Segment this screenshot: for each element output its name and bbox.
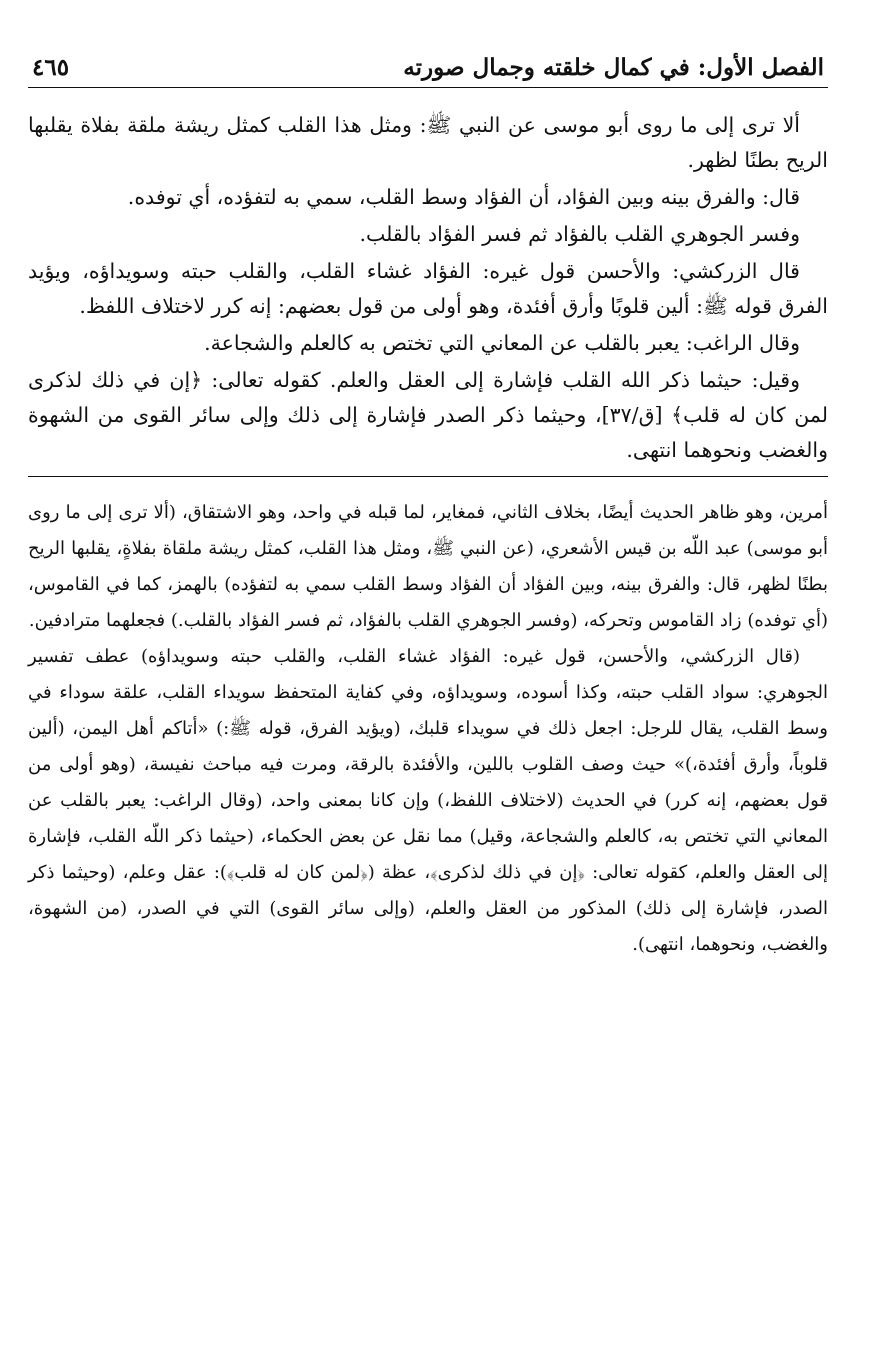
running-header [28, 44, 828, 88]
main-paragraph-6: وقيل: حيثما ذكر الله القلب فإشارة إلى العقل والعلم. كقوله تعالى: ﴿إن في ذلك لذكرى لمن كان له قلب﴾ [ق/٣٧]، وحيثما ذكر الصدر فإشارة إلى ذلك وإلى سائر القوى من الشهوة والغضب ونحوهما انتهى. [28, 368, 828, 462]
main-paragraph-5: وقال الراغب: يعبر بالقلب عن المعاني التي تختص به كالعلم والشجاعة. [204, 331, 800, 355]
page-number: ٤٦٥ [32, 54, 70, 81]
chapter-title: الفصل الأول: في كمال خلقته وجمال صورته [403, 54, 824, 81]
commentary-paragraph-2: (قال الزركشي، والأحسن، قول غيره: الفؤاد غشاء القلب، والقلب حبته وسويداؤه) عطف تفسير الجوهري: سواد القلب حبته، وكذا أسوده، وسويداؤه، وفي كفاية المتحفظ سويداء القلب، علقة سوداء في وسط القلب، يقال للرجل: اجعل ذلك في سويداء قلبك، (ويؤيد الفرق، قوله ﷺ:) «أتاكم أهل اليمن، (ألين قلوباً، وأرق أفئدة،)» حيث وصف القلوب باللين، والأفئدة بالرقة، ومرت فيه مباحث نفيسة، (وهو أولى من قول بعضهم، إنه كرر) في الحديث (لاختلاف اللفظ،) وإن كانا بمعنى واحد، (وقال الراغب: يعبر بالقلب عن المعاني التي تختص به، كالعلم والشجاعة، وقيل) مما نقل عن بعض الحكماء، (حيثما ذكر اللّه القلب، فإشارة إلى العقل والعلم، كقوله تعالى: ﴿إن في ذلك لذكرى﴾، عظة (﴿لمن كان له قلب﴾): عقل وعلم، (وحيثما ذكر الصدر، فإشارة إلى ذلك) المذكور من العقل والعلم، (وإلى سائر القوى) التي في الصدر، (من الشهوة، والغضب، ونحوهما، انتهى). [28, 646, 829, 955]
main-paragraph-2: قال: والفرق بينه وبين الفؤاد، أن الفؤاد وسط القلب، سمي به لتفؤده، أي توفده. [127, 185, 800, 209]
commentary-paragraph-1: أمرين، وهو ظاهر الحديث أيضًا، بخلاف الثاني، فمغاير، لما قبله في واحد، وهو الاشتقاق، (ألا ترى إلى ما روى أبو موسى) عبد اللّه بن قيس الأشعري، (عن النبي ﷺ، ومثل هذا القلب، كمثل ريشة ملقاة بفلاةٍ، يقلبها الريح بطنًا لظهر، قال: والفرق بينه، وبين الفؤاد أن الفؤاد وسط القلب سمي به لتفؤده) بالهمز، كما في القاموس، (أي توفده) زاد القاموس وتحركه، (وفسر الجوهري القلب بالفؤاد، ثم فسر الفؤاد بالقلب.) فجعلهما مترادفين. [28, 502, 828, 631]
commentary-text [28, 495, 828, 963]
book-page [28, 44, 828, 963]
main-paragraph-1: ألا ترى إلى ما روى أبو موسى عن النبي ﷺ: ومثل هذا القلب كمثل ريشة ملقة بفلاة يقلبها الريح بطنًا لظهر. [28, 113, 828, 172]
main-paragraph-4: قال الزركشي: والأحسن قول غيره: الفؤاد غشاء القلب، والقلب حبته وسويداؤه، ويؤيد الفرق قوله ﷺ: ألين قلوبًا وأرق أفئدة، وهو أولى من قول بعضهم: إنه كرر لاختلاف اللفظ. [28, 259, 828, 318]
main-paragraph-3: وفسر الجوهري القلب بالفؤاد ثم فسر الفؤاد بالقلب. [359, 222, 800, 246]
main-text [28, 108, 828, 468]
section-divider [28, 476, 828, 477]
